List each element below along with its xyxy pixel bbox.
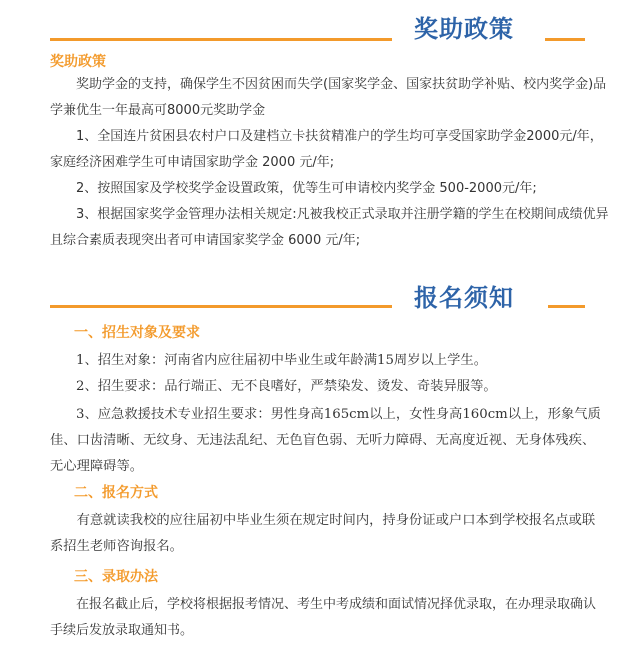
enrollment-item-3: 3、应急救援技术专业招生要求：男性身高165cm以上，女性身高160cm以上，形象气质佳、口齿清晰、无纹身、无违法乱纪、无色盲色弱、无听力障碍、无高度近视、无身体残疾、无心理障碍等。 (50, 407, 601, 474)
awards-paragraph-2: 2、按照国家及学校奖学金设置政策，优等生可申请校内奖学金 500-2000元/年; (76, 181, 537, 196)
registration-method-text: 有意就读我校的应往届初中毕业生须在规定时间内，持身份证或户口本到学校报名点或联系招生老师咨询报名。 (50, 513, 596, 554)
section-header-awards (0, 12, 622, 46)
subtitle-awards: 奖助政策 (50, 54, 106, 70)
header-divider-left (50, 38, 392, 41)
enrollment-item-1: 1、招生对象：河南省内应往届初中毕业生或年龄满15周岁以上学生。 (76, 353, 487, 368)
section-title-awards: 奖助政策 (414, 15, 514, 43)
awards-paragraph-1: 1、全国连片贫困县农村户口及建档立卡扶贫精准户的学生均可享受国家助学金2000元/年，家庭经济困难学生可申请国家助学金 2000 元/年; (50, 129, 603, 170)
awards-paragraph-3: 3、根据国家奖学金管理办法相关规定:凡被我校正式录取并注册学籍的学生在校期间成绩优异且综合素质表现突出者可申请国家奖学金 6000 元/年; (50, 207, 609, 248)
header-divider-right (545, 38, 585, 41)
section-title-enrollment: 报名须知 (414, 284, 514, 312)
subtitle-registration-method: 二、报名方式 (74, 485, 158, 501)
awards-paragraph-intro: 奖助学金的支持，确保学生不因贫困而失学(国家奖学金、国家扶贫助学补贴、校内奖学金)品学兼优生一年最高可8000元奖助学金 (50, 77, 607, 118)
header-divider-right (548, 305, 585, 308)
header-divider-left (50, 305, 392, 308)
enrollment-item-2: 2、招生要求：品行端正、无不良嗜好，严禁染发、烫发、奇装异服等。 (76, 379, 497, 394)
section-header-enrollment (0, 281, 622, 315)
admission-method-text: 在报名截止后，学校将根据报考情况、考生中考成绩和面试情况择优录取，在办理录取确认手续后发放录取通知书。 (50, 597, 597, 638)
subtitle-enrollment-target: 一、招生对象及要求 (74, 325, 200, 341)
subtitle-admission-method: 三、录取办法 (74, 569, 158, 585)
